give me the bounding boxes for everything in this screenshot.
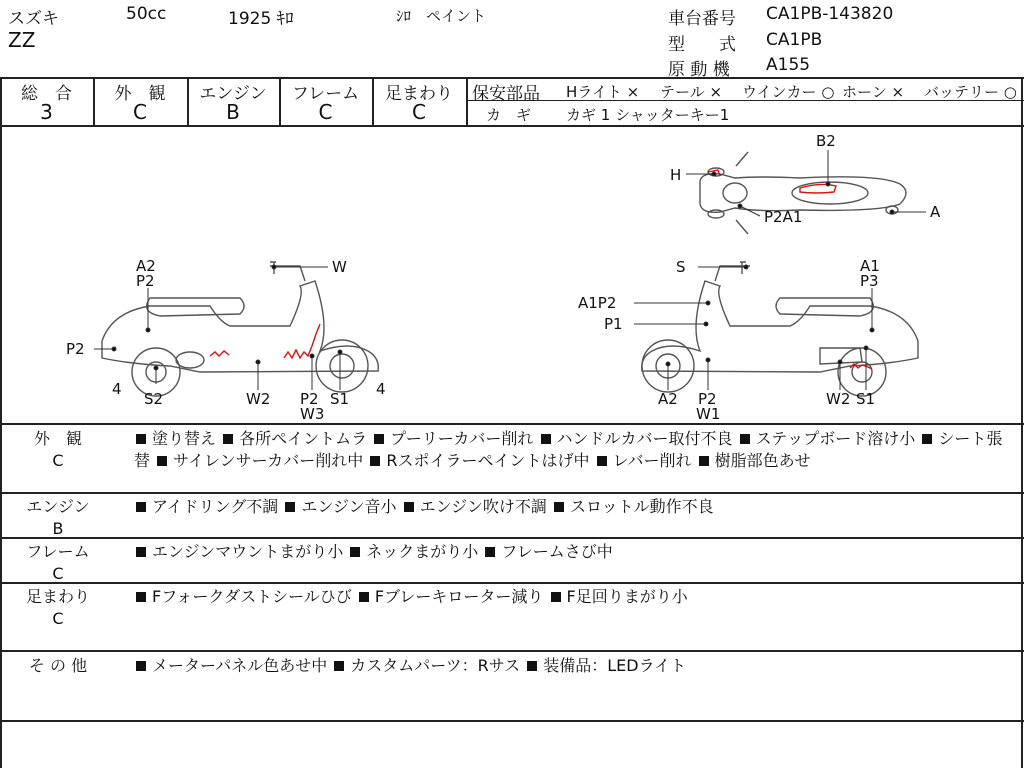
defect-text: 各所ペイントムラ <box>239 429 368 448</box>
divider <box>0 650 1024 652</box>
battery-status: バッテリー ○ <box>924 83 1017 101</box>
defect-item <box>221 429 367 448</box>
label-p2: P2 <box>66 340 85 358</box>
defect-text: エンジン音小 <box>301 497 397 516</box>
suspension-items <box>134 586 1014 608</box>
exterior-category-label: 外 観 <box>33 429 82 448</box>
defect-text: Fブレーキローター減り <box>374 587 544 606</box>
label-p3: P3 <box>860 272 879 290</box>
label-s2: S2 <box>144 390 164 408</box>
suspension-grade-label: 足まわり <box>385 84 453 104</box>
defect-text: アイドリング不調 <box>152 497 279 516</box>
color: ｼﾛ ペイント <box>396 7 487 25</box>
type-label: 型 式 <box>668 35 736 55</box>
overall-grade: 3 <box>40 100 53 124</box>
defect-text: ハンドルカバー取付不良 <box>556 429 733 448</box>
damage-mark-left-step <box>284 324 320 358</box>
label-w1: W1 <box>696 405 721 422</box>
other-category <box>8 655 108 677</box>
defect-text: Rスポイラーペイントはげ中 <box>386 451 590 470</box>
frame-category <box>8 541 108 585</box>
engine-grade: B <box>226 100 240 124</box>
label-h: H <box>670 166 682 184</box>
frame-category-label: フレーム <box>26 542 90 561</box>
suspension-category <box>8 586 108 630</box>
suspension-grade: C <box>412 100 426 124</box>
label-a2: A2 <box>136 257 156 275</box>
exterior-grade: C <box>133 100 147 124</box>
label-a1: A1 <box>860 257 880 275</box>
bullet-square-icon <box>404 502 414 512</box>
engine-category-label: エンジン <box>26 497 90 516</box>
model-name: ZZ <box>8 28 36 52</box>
defect-item <box>549 587 688 606</box>
bullet-square-icon <box>136 661 146 671</box>
defect-item <box>402 497 547 516</box>
label-p2: P2 <box>136 272 155 290</box>
defect-item <box>738 429 916 448</box>
defect-text: シート張替 <box>134 429 1003 470</box>
frame-no-label: 車台番号 <box>668 9 736 29</box>
defect-item <box>134 656 327 675</box>
frame-items <box>134 541 1014 563</box>
type-value: CA1PB <box>766 30 823 50</box>
label-p2: P2 <box>300 390 319 408</box>
divider <box>0 582 1024 584</box>
horn-status: ホーン × <box>842 83 905 101</box>
label-a1p2: A1P2 <box>578 294 617 312</box>
bullet-square-icon <box>136 502 146 512</box>
other-items <box>134 655 1014 677</box>
defect-item <box>697 451 811 470</box>
defect-text: レバー削れ <box>612 451 692 470</box>
winker-status: ウインカー ○ <box>742 83 835 101</box>
other-category-label: そ の 他 <box>28 656 88 675</box>
engine-label: 原 動 機 <box>668 60 730 80</box>
frame-grade: C <box>318 100 333 124</box>
divider <box>0 720 1024 722</box>
bullet-square-icon <box>551 592 561 602</box>
defect-item <box>348 542 478 561</box>
defect-item <box>552 497 714 516</box>
suspension-category-grade: C <box>52 609 64 628</box>
defect-item <box>134 587 352 606</box>
damage-mark-b2 <box>800 184 836 193</box>
defect-item <box>372 429 533 448</box>
defect-text: エンジンマウントまがり小 <box>152 542 344 561</box>
label-b2: B2 <box>816 132 836 150</box>
bullet-square-icon <box>285 502 295 512</box>
defect-item <box>283 497 396 516</box>
label-s: S <box>676 258 686 276</box>
damage-diagram <box>0 126 1024 422</box>
bullet-square-icon <box>136 434 146 444</box>
bullet-square-icon <box>527 661 537 671</box>
safety-label: 保安部品 <box>472 84 540 104</box>
label-w2: W2 <box>246 390 271 408</box>
defect-item <box>357 587 544 606</box>
defect-text: フレームさび中 <box>501 542 613 561</box>
defect-item <box>483 542 612 561</box>
bullet-square-icon <box>157 456 167 466</box>
label-4: 4 <box>112 380 122 398</box>
defect-item <box>595 451 692 470</box>
label-w2: W2 <box>826 390 851 408</box>
defect-text: カスタムパーツ：Rサス <box>350 656 521 675</box>
label-4: 4 <box>376 380 386 398</box>
maker: スズキ <box>8 9 59 29</box>
defect-item <box>134 542 343 561</box>
label-p2a1: P2A1 <box>764 208 803 226</box>
bullet-square-icon <box>136 547 146 557</box>
defect-item <box>525 656 686 675</box>
mileage: 1925 ｷﾛ <box>228 9 294 29</box>
bullet-square-icon <box>223 434 233 444</box>
engine-category <box>8 496 108 540</box>
defect-text: エンジン吹け不調 <box>419 497 547 516</box>
engine-value: A155 <box>766 55 811 75</box>
label-a: A <box>930 203 941 221</box>
bullet-square-icon <box>136 592 146 602</box>
headlight-status: Hライト × <box>566 83 640 101</box>
bullet-square-icon <box>740 434 750 444</box>
defect-text: 装備品：LEDライト <box>543 656 687 675</box>
label-a2: A2 <box>658 390 678 408</box>
divider <box>0 423 1024 425</box>
bullet-square-icon <box>699 456 709 466</box>
exterior-category <box>8 428 108 472</box>
defect-item <box>155 451 363 470</box>
overall-label: 総 合 <box>21 84 72 104</box>
bullet-square-icon <box>597 456 607 466</box>
label-p2: P2 <box>698 390 717 408</box>
engine-items <box>134 496 1014 518</box>
displacement: 50cc <box>126 4 167 24</box>
defect-text: スロットル動作不良 <box>569 497 714 516</box>
damage-mark-left-body <box>210 351 229 356</box>
bullet-square-icon <box>374 434 384 444</box>
engine-grade-label: エンジン <box>199 84 267 104</box>
key-value: カギ 1 シャッターキー1 <box>566 106 730 124</box>
bullet-square-icon <box>350 547 360 557</box>
defect-text: Fフォークダストシールひび <box>152 587 352 606</box>
frame-grade-label: フレーム <box>291 84 360 104</box>
defect-item <box>368 451 589 470</box>
exterior-category-grade: C <box>52 451 64 470</box>
engine-category-grade: B <box>52 519 64 538</box>
defect-text: プーリーカバー削れ <box>390 429 534 448</box>
label-p1: P1 <box>604 315 623 333</box>
divider <box>0 492 1024 494</box>
defect-text: 樹脂部色あせ <box>714 451 811 470</box>
defect-text: ステップボード溶け小 <box>755 429 916 448</box>
suspension-category-label: 足まわり <box>25 587 90 606</box>
key-label: カ ギ <box>486 106 532 124</box>
bullet-square-icon <box>541 434 551 444</box>
divider <box>466 77 468 125</box>
defect-text: サイレンサーカバー削れ中 <box>173 451 364 470</box>
bullet-square-icon <box>922 434 932 444</box>
label-w3: W3 <box>300 405 325 422</box>
frame-category-grade: C <box>52 564 64 583</box>
defect-item <box>134 429 216 448</box>
label-s1: S1 <box>856 390 876 408</box>
defect-item <box>134 497 278 516</box>
bullet-square-icon <box>485 547 495 557</box>
defect-item <box>332 656 520 675</box>
defect-item <box>539 429 733 448</box>
frame-no: CA1PB-143820 <box>766 4 894 24</box>
bullet-square-icon <box>359 592 369 602</box>
bullet-square-icon <box>554 502 564 512</box>
exterior-items <box>134 428 1014 472</box>
bullet-square-icon <box>334 661 344 671</box>
defect-text: 塗り替え <box>152 429 217 448</box>
label-s1: S1 <box>330 390 350 408</box>
taillight-status: テール × <box>660 83 723 101</box>
label-w: W <box>332 258 347 276</box>
defect-text: ネックまがり小 <box>366 542 479 561</box>
defect-text: F足回りまがり小 <box>566 587 688 606</box>
exterior-label: 外 観 <box>114 84 166 104</box>
defect-text: メーターパネル色あせ中 <box>152 656 328 675</box>
divider <box>0 537 1024 539</box>
bullet-square-icon <box>370 456 380 466</box>
